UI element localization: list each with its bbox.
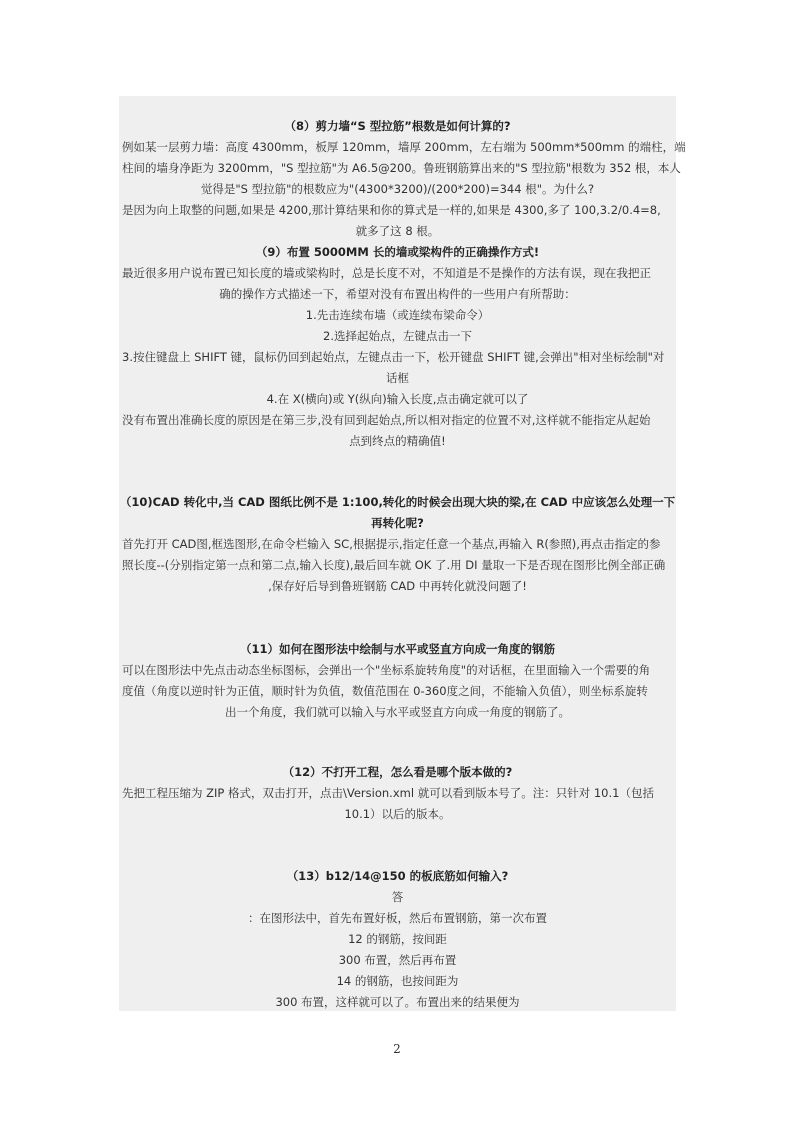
q9-line: 最近很多用户说布置已知长度的墙或梁构时，总是长度不对，不知道是不是操作的方法有误，现在我把正 [122,266,651,280]
q10-title: 再转化呢? [371,516,424,530]
q10-line: 首先打开 CAD图,框选图形,在命令栏输入 SC,根据提示,指定任意一个基点,再输入 R(参照),再点击指定的参 [122,537,661,551]
q11-line: 度值（角度以逆时针为正值，顺时针为负值，数值范围在 0-360度之间，不能输入负值），则坐标系旋转 [122,684,648,698]
q8-title: （8）剪力墙“S 型拉筋”根数是如何计算的? [284,119,511,133]
q9-line: 1.先击连续布墙（或连续布梁命令） [305,308,490,322]
q10-title: （10)CAD 转化中,当 CAD 图纸比例不是 1:100,转化的时候会出现大块的梁,在 CAD 中应该怎么处理一下 [119,495,676,509]
q9-line: 3.按住键盘上 SHIFT 键，鼠标仍回到起始点，左键点击一下，松开键盘 SHIFT 键,会弹出"相对坐标绘制"对 [122,350,665,364]
q11-line: 出一个角度，我们就可以输入与水平或竖直方向成一角度的钢筋了。 [225,705,570,719]
q9-line: 确的操作方式描述一下，希望对没有布置出构件的一些用户有所帮助： [219,287,576,301]
q11-line: 可以在图形法中先点击动态坐标图标，会弹出一个"坐标系旋转角度"的对话框，在里面输入一个需要的角 [122,663,651,677]
q13-line: 答 [391,890,404,904]
q9-line: 没有布置出准确长度的原因是在第三步,没有回到起始点,所以相对指定的位置不对,这样就不能指定从起始 [122,413,651,427]
q8-line: 是因为向上取整的问题,如果是 4200,那计算结果和你的算式是一样的,如果是 4300,多了 100,3.2/0.4=8, [122,203,661,217]
q9-line: 话框 [386,371,409,385]
q13-line: 300 布置，这样就可以了。布置出来的结果便为 [275,995,520,1009]
faq-content-panel [119,96,686,1011]
q12-line: 10.1）以后的版本。 [344,807,451,821]
q11-title: （11）如何在图形法中绘制与水平或竖直方向成一角度的钢筋 [239,642,555,656]
q13-line: 12 的钢筋，按间距 [348,932,447,946]
q13-line: ：在图形法中，首先布置好板，然后布置钢筋，第一次布置 [248,911,547,925]
q12-title: （12）不打开工程，怎么看是哪个版本做的? [282,765,513,779]
q13-line: 300 布置，然后再布置 [338,953,457,967]
page-number: 2 [393,1042,401,1056]
q12-line: 先把工程压缩为 ZIP 格式，双击打开，点击\Version.xml 就可以看到版本号了。注：只针对 10.1（包括 [122,786,654,800]
q9-line: 2.选择起始点，左键点击一下 [323,329,472,343]
q10-line: 照长度--(分别指定第一点和第二点,输入长度),最后回车就 OK 了.用 DI 量取一下是否现在图形比例全部正确 [122,558,666,572]
q8-line: 就多了这 8 根。 [355,224,440,238]
q13-title: （13）b12/14@150 的板底筋如何输入? [286,869,509,883]
q9-title: （9）布置 5000MM 长的墙或梁构件的正确操作方式! [255,245,540,259]
q9-line: 点到终点的精确值! [349,434,446,448]
q13-line: 14 的钢筋，也按间距为 [336,974,459,988]
q9-line: 4.在 X(横向)或 Y(纵向)输入长度,点击确定就可以了 [266,392,529,406]
q8-line: 例如某一层剪力墙：高度 4300mm，板厚 120mm，墙厚 200mm，左右端为 500mm*500mm 的端柱，端 [122,140,686,154]
q8-line: 觉得是"S 型拉筋"的根数应为"(4300*3200)/(200*200)=344 根"。为什么? [200,182,595,196]
q8-line: 柱间的墙身净距为 3200mm，"S 型拉筋"为 A6.5@200。鲁班钢筋算出来的"S 型拉筋"根数为 352 根，本人 [122,161,681,175]
q10-line: ,保存好后导到鲁班钢筋 CAD 中再转化就没问题了! [268,579,527,593]
